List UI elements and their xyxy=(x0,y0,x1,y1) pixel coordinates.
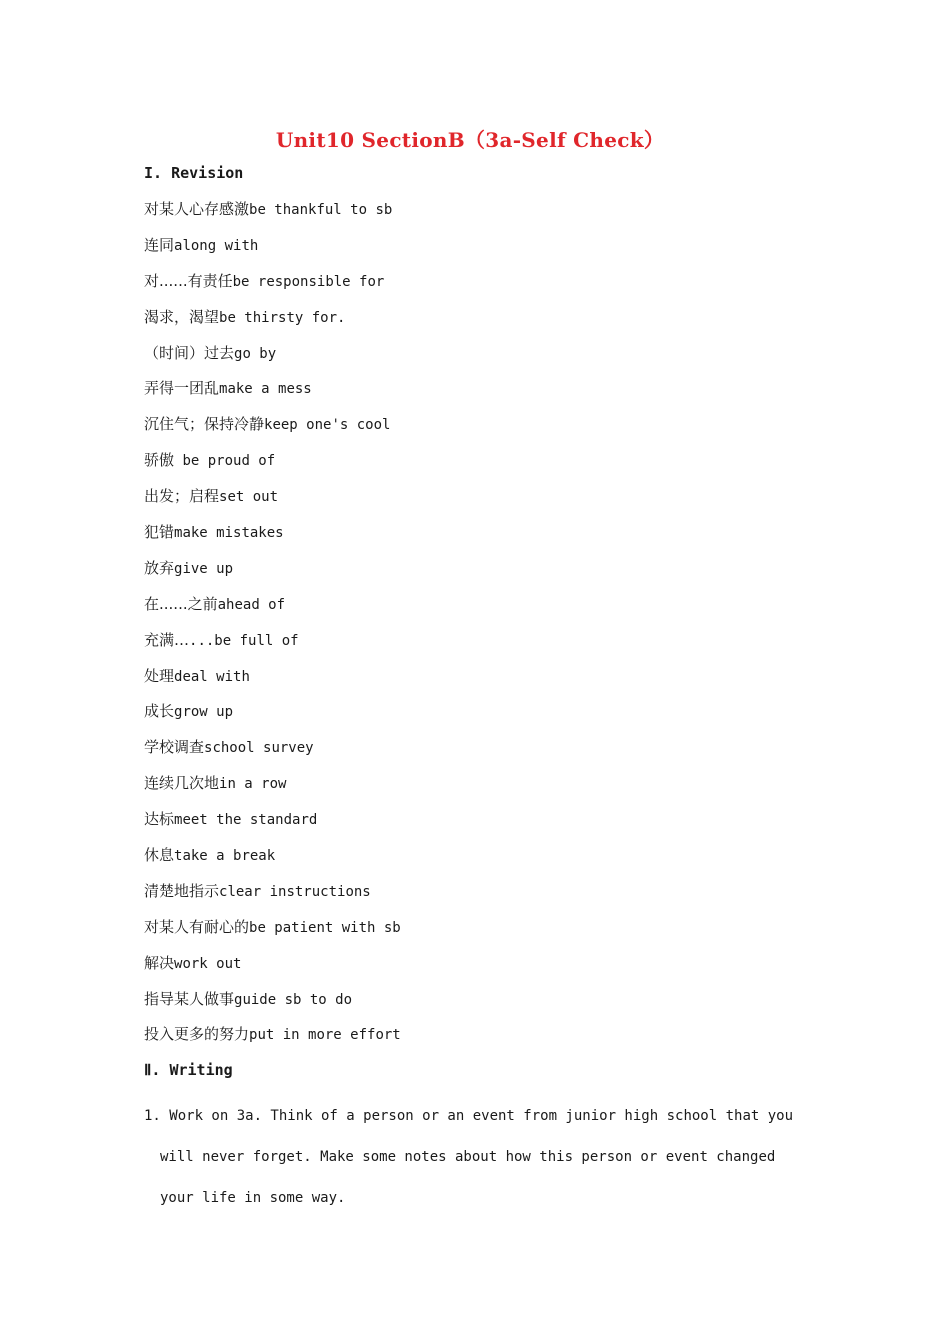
vocab-english: give up xyxy=(174,560,234,577)
vocab-chinese: 连同 xyxy=(144,235,175,254)
document-title: Unit10 SectionB（3a-Self Check） xyxy=(275,128,665,152)
vocab-chinese: 成长 xyxy=(144,702,175,721)
vocab-item xyxy=(144,378,401,414)
vocab-chinese: 渴求，渴望 xyxy=(144,307,220,326)
vocab-item xyxy=(144,235,401,271)
vocab-chinese: 出发；启程 xyxy=(144,487,220,506)
vocab-item xyxy=(144,989,401,1025)
vocab-english: along with xyxy=(174,237,259,254)
vocab-chinese: 犯错 xyxy=(144,523,175,542)
vocab-chinese: 骄傲 xyxy=(144,451,175,470)
vocabulary-list xyxy=(144,199,401,1060)
writing-task xyxy=(144,1096,804,1219)
vocab-item xyxy=(144,1024,401,1060)
vocab-english: set out xyxy=(219,489,279,506)
section-heading-writing: Ⅱ. Writing xyxy=(144,1061,233,1079)
vocab-item xyxy=(144,271,401,307)
vocab-english: work out xyxy=(174,955,242,972)
vocab-chinese: 放弃 xyxy=(144,558,175,577)
vocab-chinese: 达标 xyxy=(144,810,175,829)
vocab-english: ahead of xyxy=(217,596,286,613)
vocab-item xyxy=(144,845,401,881)
vocab-item xyxy=(144,773,401,809)
vocab-item xyxy=(144,594,401,630)
vocab-item xyxy=(144,737,401,773)
vocab-english: school survey xyxy=(204,740,314,757)
vocab-english: be patient with sb xyxy=(249,919,401,936)
vocab-english: in a row xyxy=(219,776,287,793)
vocab-chinese: 在......之前 xyxy=(144,594,218,613)
vocab-english: go by xyxy=(234,345,277,362)
vocab-item xyxy=(144,666,401,702)
vocab-english: put in more effort xyxy=(249,1027,401,1044)
vocab-chinese: 对某人有耐心的 xyxy=(144,917,250,936)
vocab-chinese: 对......有责任 xyxy=(144,271,233,290)
vocab-item xyxy=(144,953,401,989)
vocab-chinese: 沉住气；保持冷静 xyxy=(144,415,265,434)
vocab-item xyxy=(144,701,401,737)
vocab-chinese: 学校调查 xyxy=(144,738,205,757)
vocab-english: deal with xyxy=(174,668,250,685)
vocab-english: make mistakes xyxy=(174,525,284,542)
section-heading-revision: I. Revision xyxy=(144,164,244,182)
vocab-chinese: （时间）过去 xyxy=(144,343,235,362)
vocab-item xyxy=(144,881,401,917)
vocab-item xyxy=(144,630,401,666)
vocab-english: take a break xyxy=(174,848,276,865)
vocab-chinese: 休息 xyxy=(144,846,175,865)
vocab-english: ...be full of xyxy=(189,632,299,649)
vocab-english: guide sb to do xyxy=(234,991,353,1008)
vocab-chinese: 充满… xyxy=(144,630,190,649)
vocab-item xyxy=(144,522,401,558)
vocab-english: be proud of xyxy=(174,453,276,470)
vocab-english: grow up xyxy=(174,704,234,721)
vocab-item xyxy=(144,414,401,450)
vocab-chinese: 清楚地指示 xyxy=(144,881,220,900)
writing-task-line: your life in some way. xyxy=(160,1190,346,1206)
vocab-chinese: 连续几次地 xyxy=(144,774,220,793)
vocab-item xyxy=(144,558,401,594)
vocab-item xyxy=(144,917,401,953)
vocab-chinese: 指导某人做事 xyxy=(144,989,235,1008)
vocab-english: make a mess xyxy=(219,381,312,398)
vocab-english: meet the standard xyxy=(174,812,318,829)
vocab-english: clear instructions xyxy=(219,883,371,900)
vocab-item xyxy=(144,809,401,845)
vocab-english: be thirsty for. xyxy=(219,309,346,326)
vocab-chinese: 弄得一团乱 xyxy=(144,379,220,398)
vocab-chinese: 对某人心存感激 xyxy=(144,200,250,218)
vocab-item xyxy=(144,343,401,379)
vocab-chinese: 投入更多的努力 xyxy=(144,1025,250,1044)
vocab-english: keep one's cool xyxy=(264,417,391,434)
vocab-chinese: 解决 xyxy=(144,953,175,972)
vocab-english: be responsible for xyxy=(232,273,385,290)
vocab-chinese: 处理 xyxy=(144,666,175,685)
vocab-item xyxy=(144,450,401,486)
vocab-item xyxy=(144,199,401,235)
vocab-item xyxy=(144,486,401,522)
writing-task-line: 1. Work on 3a. Think of a person or an event from junior high school that you xyxy=(144,1108,794,1124)
writing-task-line: will never forget. Make some notes about how this person or event changed xyxy=(160,1149,776,1165)
vocab-english: be thankful to sb xyxy=(249,202,393,218)
vocab-item xyxy=(144,307,401,343)
